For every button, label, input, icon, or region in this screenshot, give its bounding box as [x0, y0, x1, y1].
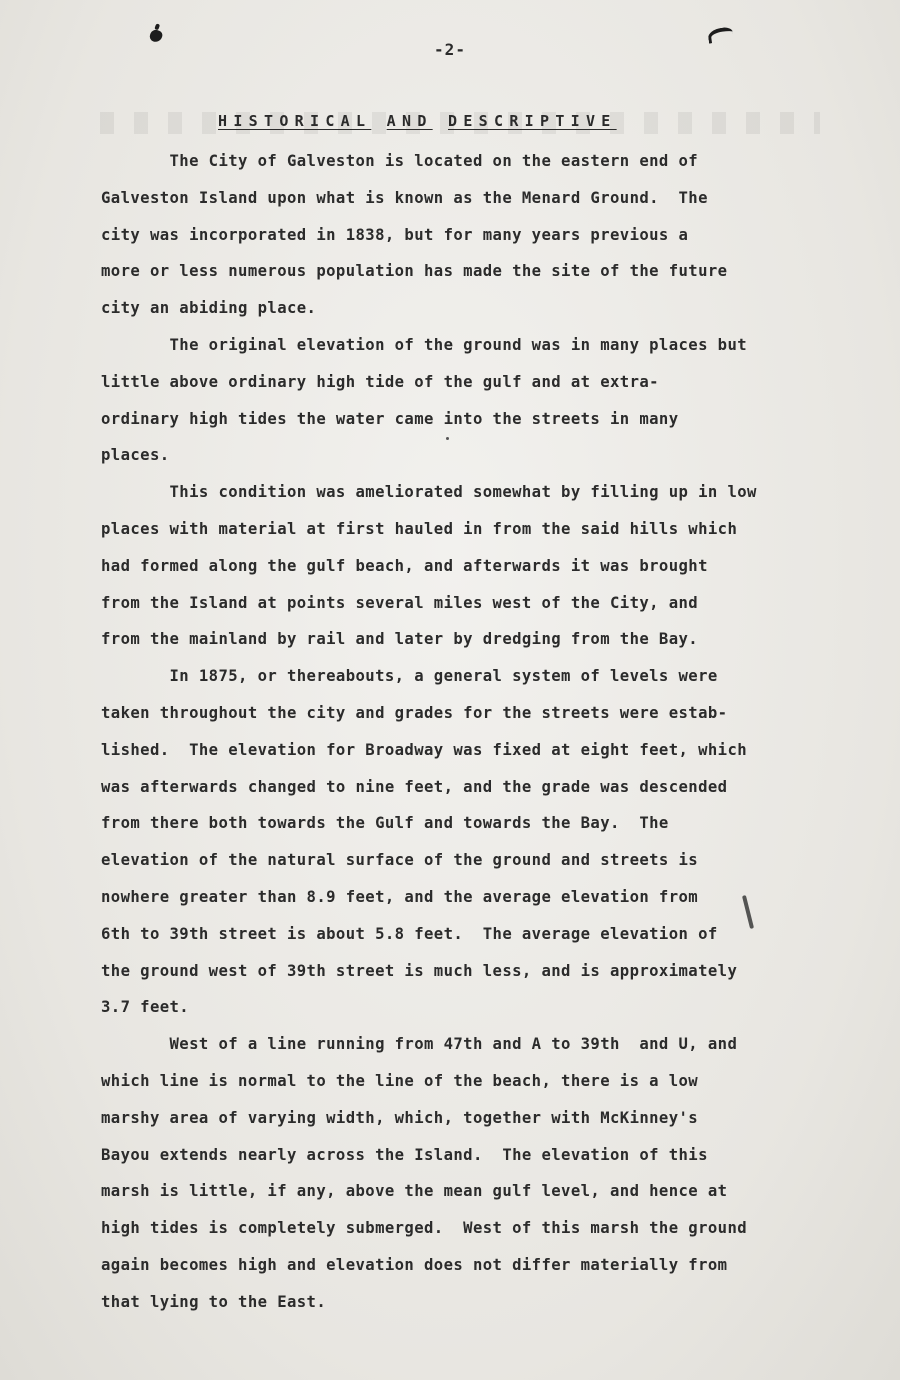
text-line: ordinary high tides the water came into the streets in many [101, 409, 679, 428]
text-line: high tides is completely submerged. West of this marsh the ground [101, 1219, 748, 1238]
text-line: taken throughout the city and grades for the streets were estab- [101, 703, 728, 722]
document-body [101, 143, 831, 1321]
text-line: which line is normal to the line of the beach, there is a low [101, 1071, 699, 1090]
text-line: This condition was ameliorated somewhat by filling up in low [101, 483, 757, 502]
text-line: city an abiding place. [101, 299, 317, 318]
text-line: from there both towards the Gulf and towards the Bay. The [101, 814, 669, 833]
text-line: little above ordinary high tide of the gulf and at extra- [101, 372, 659, 391]
page-number: -2- [434, 40, 466, 59]
text-line: places with material at first hauled in from the said hills which [101, 519, 738, 538]
text-line: Bayou extends nearly across the Island. The elevation of this [101, 1145, 708, 1164]
text-line: marshy area of varying width, which, together with McKinney's [101, 1108, 699, 1127]
text-line: more or less numerous population has made the site of the future [101, 262, 728, 281]
text-line: marsh is little, if any, above the mean gulf level, and hence at [101, 1182, 728, 1201]
text-line: The original elevation of the ground was in many places but [101, 335, 748, 354]
text-line: The City of Galveston is located on the eastern end of [101, 152, 699, 170]
text-line: was afterwards changed to nine feet, and the grade was descended [101, 777, 728, 796]
text-line: the ground west of 39th street is much less, and is approximately [101, 961, 738, 980]
heading-word-and: AND [386, 112, 433, 130]
text-line: had formed along the gulf beach, and afterwards it was brought [101, 556, 708, 575]
text-line: 6th to 39th street is about 5.8 feet. The average elevation of [101, 924, 718, 943]
section-heading [218, 111, 763, 131]
text-line: from the Island at points several miles west of the City, and [101, 593, 699, 612]
heading-word-historical: HISTORICAL [218, 112, 372, 130]
text-line: lished. The elevation for Broadway was fixed at eight feet, which [101, 740, 748, 759]
text-line: from the mainland by rail and later by dredging from the Bay. [101, 630, 699, 649]
heading-word-descriptive: DESCRIPTIVE [448, 112, 617, 130]
text-line: West of a line running from 47th and A to 39th and U, and [101, 1035, 738, 1054]
text-line: again becomes high and elevation does not differ materially from [101, 1255, 728, 1274]
text-line: Galveston Island upon what is known as the Menard Ground. The [101, 188, 708, 207]
text-line: that lying to the East. [101, 1292, 327, 1311]
text-line: elevation of the natural surface of the ground and streets is [101, 851, 699, 870]
text-line: places. [101, 446, 170, 465]
text-line: In 1875, or thereabouts, a general system of levels were [101, 667, 718, 686]
text-line: nowhere greater than 8.9 feet, and the average elevation from [101, 887, 699, 906]
text-line: city was incorporated in 1838, but for many years previous a [101, 225, 689, 244]
text-line: 3.7 feet. [101, 998, 190, 1017]
